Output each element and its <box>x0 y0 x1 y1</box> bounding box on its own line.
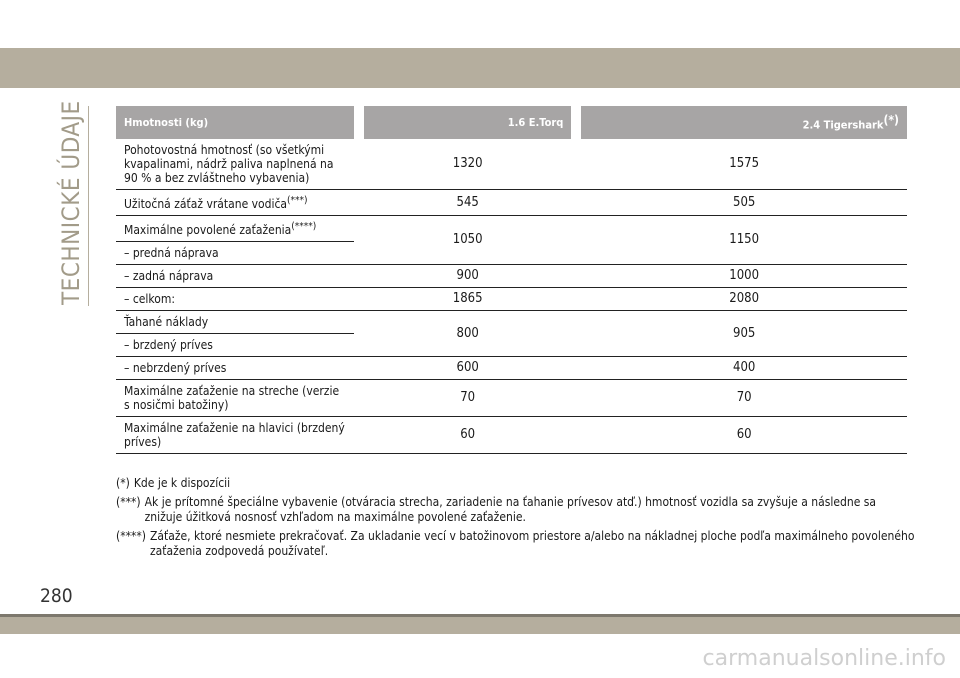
value-engine-2: 505 <box>581 190 907 216</box>
side-rule <box>88 106 89 306</box>
value-engine-2: 1575 <box>581 139 907 190</box>
value-engine-2: 400 <box>581 357 907 380</box>
table-row <box>116 216 907 242</box>
section-side-title: TECHNICKÉ ÚDAJE <box>57 100 85 305</box>
row-label: – celkom: <box>116 288 354 311</box>
value-engine-1: 70 <box>364 380 571 417</box>
table-row <box>116 190 907 216</box>
footnote: (*) Kde je k dispozícii <box>116 476 231 490</box>
table-header-row <box>116 106 907 139</box>
page-number: 280 <box>40 585 73 607</box>
row-label: Užitočná záťaž vrátane vodiča(***) <box>116 190 354 216</box>
table-row <box>116 288 907 311</box>
footnote: (***) Ak je prítomné špeciálne vybavenie (otváracia strecha, zariadenie na ťahanie prívesov atď.) hmotnosť vozidla sa zvyšuje a následne sa znižuje úžitková nosnosť vzhľadom na maximálne povolené zaťaženie. <box>116 495 877 524</box>
value-engine-2: 2080 <box>581 288 907 311</box>
table-row <box>116 265 907 288</box>
table-row <box>116 380 907 417</box>
header-engine-2: 2.4 Tigershark(*) <box>581 106 907 139</box>
row-label: – zadná náprava <box>116 265 354 288</box>
table-row <box>116 357 907 380</box>
header-weights: Hmotnosti (kg) <box>116 106 354 139</box>
top-margin <box>0 0 960 48</box>
value-engine-1: 1050 <box>364 216 571 265</box>
row-sublabel: – brzdený príves <box>116 334 354 357</box>
header-band <box>0 48 960 88</box>
value-engine-2: 60 <box>581 417 907 454</box>
footnotes <box>116 476 916 563</box>
footnote: (****) Záťaže, ktoré nesmiete prekračovať. Za ukladanie vecí v batožinovom priestore a/alebo na nákladnej ploche podľa maximálneho povoleného zaťaženia zodpovedá používateľ. <box>116 529 915 558</box>
watermark: carmanualsonline.info <box>702 646 946 671</box>
weights-table <box>116 106 907 454</box>
header-engine-1: 1.6 E.Torq <box>364 106 571 139</box>
value-engine-1: 545 <box>364 190 571 216</box>
value-engine-2: 1000 <box>581 265 907 288</box>
table-row <box>116 139 907 190</box>
value-engine-2: 1150 <box>581 216 907 265</box>
table-row <box>116 417 907 454</box>
row-sublabel: – predná náprava <box>116 242 354 265</box>
row-label: Pohotovostná hmotnosť (so všetkými kvapalinami, nádrž paliva naplnená na 90 % a bez zvláštneho vybavenia) <box>116 139 354 190</box>
table-row <box>116 311 907 334</box>
row-label: Maximálne zaťaženie na streche (verzie s nosičmi batožiny) <box>116 380 354 417</box>
footer-band <box>0 614 960 634</box>
value-engine-2: 70 <box>581 380 907 417</box>
row-label: Maximálne povolené zaťaženia(****) <box>116 216 354 242</box>
value-engine-1: 600 <box>364 357 571 380</box>
value-engine-1: 60 <box>364 417 571 454</box>
footnote-mark: (*) <box>883 113 899 128</box>
value-engine-1: 800 <box>364 311 571 357</box>
value-engine-2: 905 <box>581 311 907 357</box>
value-engine-1: 900 <box>364 265 571 288</box>
value-engine-1: 1320 <box>364 139 571 190</box>
row-label: Maximálne zaťaženie na hlavici (brzdený príves) <box>116 417 354 454</box>
value-engine-1: 1865 <box>364 288 571 311</box>
row-label: Ťahané náklady <box>116 311 354 334</box>
row-label: – nebrzdený príves <box>116 357 354 380</box>
